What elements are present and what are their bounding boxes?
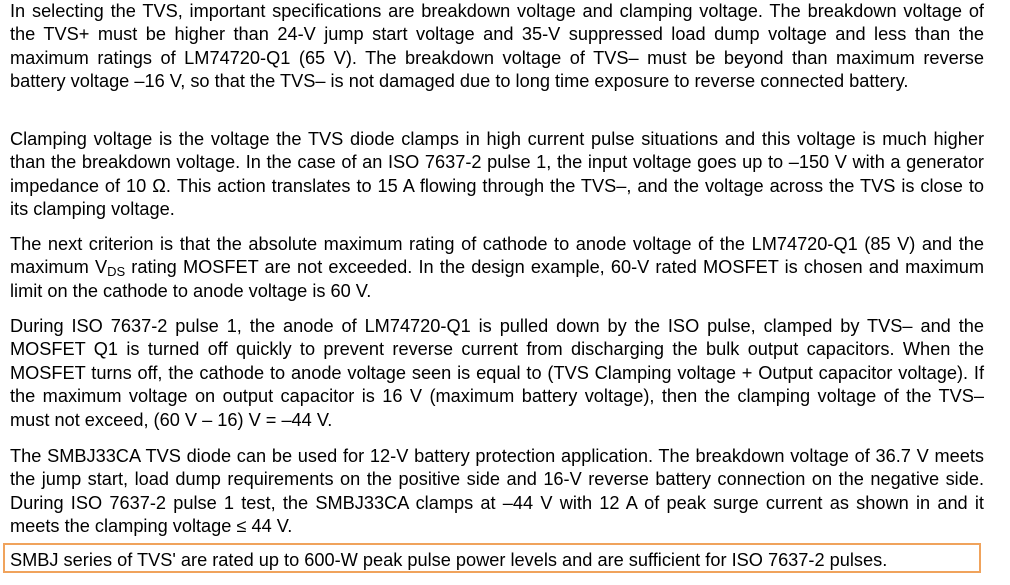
paragraph-iso-pulse-behavior: During ISO 7637-2 pulse 1, the anode of LM74720-Q1 is pulled down by the ISO pulse, clamped by TVS– and the MOSFET Q1 is turned off quickly to prevent reverse current from discharging the bulk output capacitors. When the MOSFET turns off, the cathode to anode voltage seen is equal to (TVS Clamping voltage + Output capacitor voltage). If the maximum voltage on output capacitor is 16 V (maximum battery voltage), then the clamping voltage of the TVS– must not exceed, (60 V – 16) V = –44 V. xyxy=(10,316,984,430)
paragraph-smbj-series-highlighted: SMBJ series of TVS' are rated up to 600-W peak pulse power levels and are sufficient for ISO 7637-2 pulses. xyxy=(10,550,888,570)
vds-subscript: DS xyxy=(107,264,126,280)
paragraph-tvs-selection: In selecting the TVS, important specifications are breakdown voltage and clamping voltage. The breakdown voltage of the TVS+ must be higher than 24-V jump start voltage and 35-V suppressed load dump voltage and less than the maximum ratings of LM74720-Q1 (65 V). The breakdown voltage of TVS– must be beyond than maximum reverse battery voltage –16 V, so that the TVS– is not damaged due to long time exposure to reverse connected battery. xyxy=(10,1,984,92)
paragraph-max-rating-text-start: The next criterion is that the absolute maximum rating of cathode to anode voltage of the LM74720-Q1 (85 V) and the maximum V xyxy=(10,234,984,278)
paragraph-clamping-voltage: Clamping voltage is the voltage the TVS diode clamps in high current pulse situations and this voltage is much higher than the breakdown voltage. In the case of an ISO 7637-2 pulse 1, the input voltage goes up to –150 V with a generator impedance of 10 Ω. This action translates to 15 A flowing through the TVS–, and the voltage across the TVS is close to its clamping voltage. xyxy=(10,129,984,220)
paragraph-smbj33ca-diode: The SMBJ33CA TVS diode can be used for 12-V battery protection application. The breakdown voltage of 36.7 V meets the jump start, load dump requirements on the positive side and 16-V reverse battery connection on the negative side. During ISO 7637-2 pulse 1 test, the SMBJ33CA clamps at –44 V with 12 A of peak surge current as shown in and it meets the clamping voltage ≤ 44 V. xyxy=(10,446,984,537)
paragraph-max-rating-criterion xyxy=(10,233,984,303)
paragraph-max-rating-text-end: rating MOSFET are not exceeded. In the design example, 60-V rated MOSFET is chosen and maximum limit on the cathode to anode voltage is 60 V. xyxy=(10,257,984,301)
